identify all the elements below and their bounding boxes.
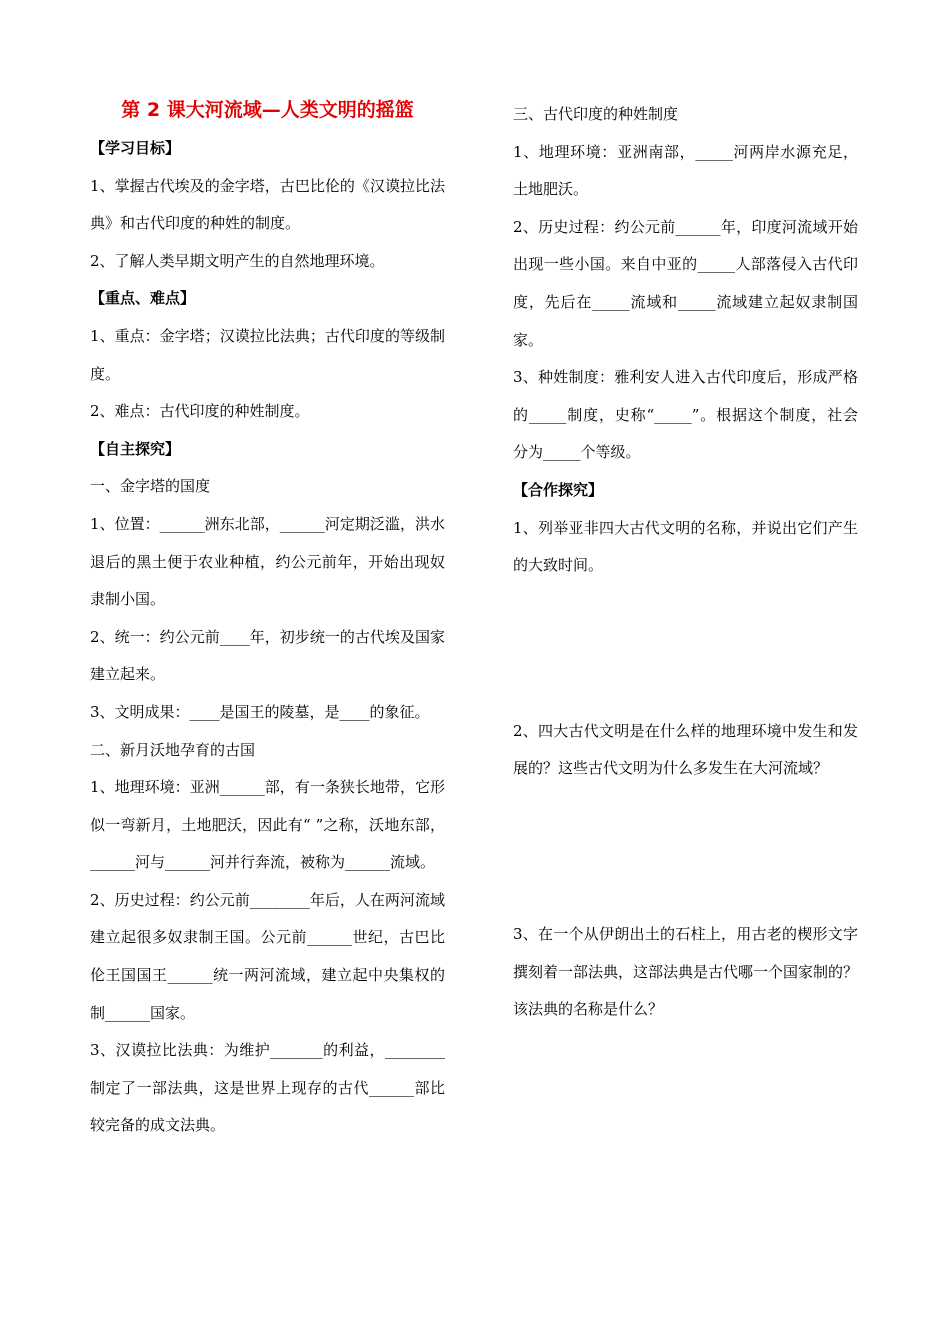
paragraph: 1、掌握古代埃及的金字塔，古巴比伦的《汉谟拉比法典》和古代印度的种姓的制度。 (90, 176, 445, 233)
paragraph: 2、难点：古代印度的种姓制度。 (90, 402, 310, 421)
paragraph: 1、位置：______洲东北部，______河定期泛滥，洪水退后的黑土便于农业种植，约公元前年，开始出现奴隶制小国。 (90, 514, 445, 609)
section-heading-goals: 【学习目标】 (90, 139, 181, 157)
paragraph: 1、重点：金字塔；汉谟拉比法典；古代印度的等级制度。 (90, 326, 445, 383)
paragraph: 2、历史过程：约公元前______年，印度河流域开始出现一些小国。来自中亚的_____人部落侵入古代印度，先后在_____流域和_____流域建立起奴隶制国家。 (513, 217, 858, 349)
section-heading-self-study: 【自主探究】 (90, 439, 181, 458)
section-heading-cooperative: 【合作探究】 (513, 480, 604, 499)
answer-space (513, 788, 858, 916)
paragraph: 2、历史过程：约公元前________年后，人在两河流域建立起很多奴隶制王国。公元前______世纪，古巴比伦王国国王______统一两河流域，建立起中央集权的制______国家。 (90, 890, 445, 1022)
subsection-title: 三、古代印度的种姓制度 (513, 105, 679, 123)
paragraph: 3、汉谟拉比法典：为维护_______的利益，________制定了一部法典，这是世界上现存的古代______部比较完备的成文法典。 (90, 1041, 445, 1135)
paragraph: 1、地理环境：亚洲______部，有一条狭长地带，它形似一弯新月，土地肥沃，因此有“ ”之称，沃地东部，______河与______河并行奔流，被称为______流域。 (90, 778, 445, 872)
paragraph: 1、地理环境：亚洲南部，_____河两岸水源充足，土地肥沃。 (513, 142, 858, 199)
paragraph: 2、了解人类早期文明产生的自然地理环境。 (90, 251, 385, 270)
section-heading-keypoints: 【重点、难点】 (90, 289, 196, 308)
question: 1、列举亚非四大古代文明的名称，并说出它们产生的大致时间。 (513, 518, 858, 575)
question: 3、在一个从伊朗出土的石柱上，用古老的楔形文字撰刻着一部法典，这部法典是古代哪一个国家制的？该法典的名称是什么？ (513, 924, 859, 1019)
subsection-title: 一、金字塔的国度 (90, 477, 211, 496)
right-column (513, 96, 858, 1029)
paragraph: 3、种姓制度：雅利安人进入古代印度后，形成严格的_____制度，史称“_____”。根据这个制度，社会分为_____个等级。 (513, 368, 858, 462)
answer-space (513, 585, 858, 713)
paragraph: 3、文明成果：____是国王的陵墓，是____的象征。 (90, 702, 430, 721)
paragraph: 2、统一：约公元前____年，初步统一的古代埃及国家建立起来。 (90, 627, 445, 684)
page-title: 第 2 课大河流域—人类文明的摇篮 (121, 99, 414, 121)
subsection-title: 二、新月沃地孕育的古国 (90, 740, 256, 759)
question: 2、四大古代文明是在什么样的地理环境中发生和发展的？这些古代文明为什么多发生在大河流域？ (513, 721, 858, 778)
left-column (90, 96, 445, 1145)
